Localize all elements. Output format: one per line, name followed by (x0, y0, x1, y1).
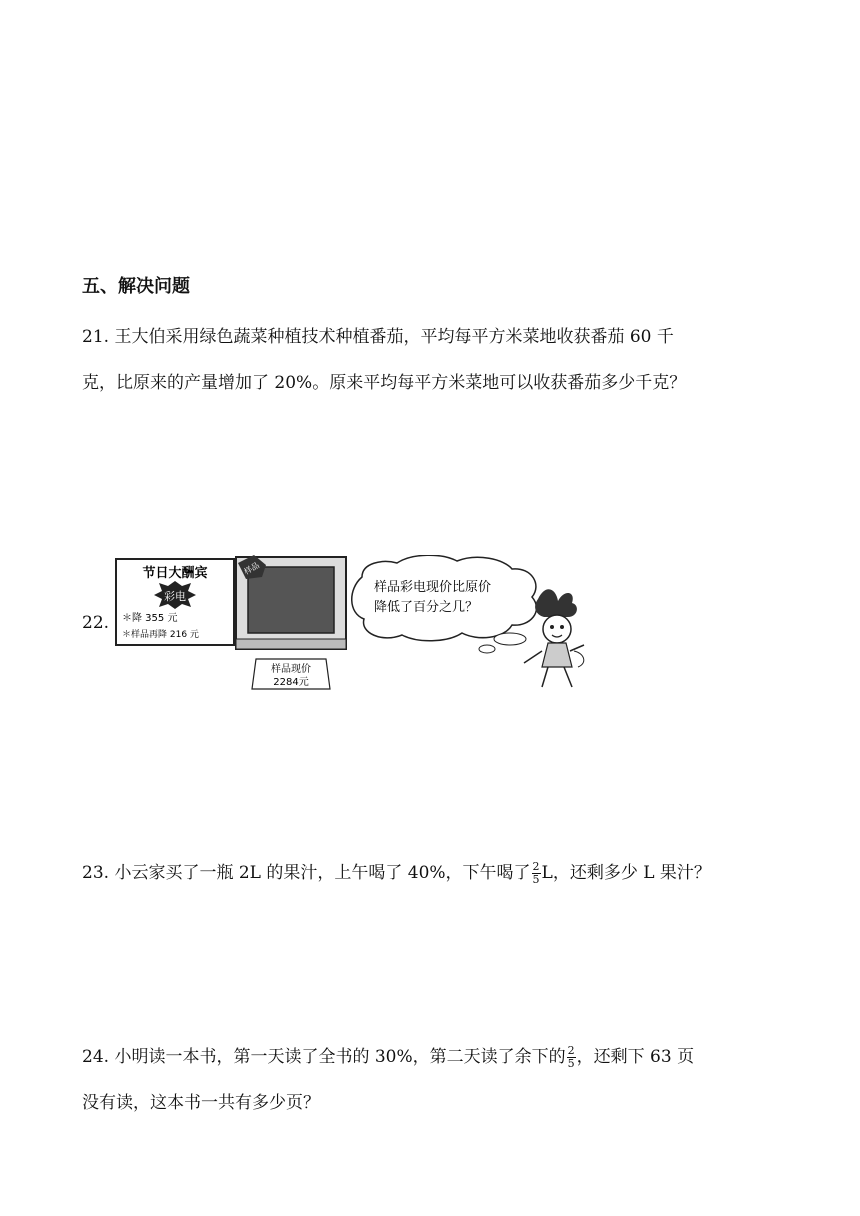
question-22-number: 22. (82, 613, 110, 633)
price-tag-line2: 2284元 (273, 677, 309, 688)
question-24-line1 (82, 1042, 694, 1070)
price-tag-line1: 样品现价 (271, 664, 311, 675)
poster-line1: ＊降 355 元 (122, 613, 178, 624)
question-24-line2: 没有读，这本书一共有多少页？ (82, 1093, 320, 1113)
small-cloud-icon (494, 633, 526, 645)
tv-badge-text: 样品 (242, 560, 261, 577)
poster-badge: 彩电 (164, 590, 186, 603)
question-24-after: ，还剩下 63 页 (576, 1047, 695, 1067)
question-23-fraction: $\frac{2}{5}$ (532, 860, 540, 886)
poster-line2: ＊样品再降 216 元 (122, 630, 199, 640)
small-cloud-icon (479, 645, 495, 653)
speech-bubble (352, 555, 537, 641)
poster-title: 节日大酬宾 (142, 566, 208, 581)
question-21-line1: 21. 王大伯采用绿色蔬菜种植技术种植番茄，平均每平方米菜地收获番茄 60 千 (82, 327, 674, 347)
section-title: 五、解决问题 (82, 276, 190, 297)
bubble-line1: 样品彩电现价比原价 (374, 580, 492, 595)
question-22-illustration (112, 555, 592, 695)
bubble-line2: 降低了百分之几？ (374, 600, 479, 615)
question-23-after: L，还剩多少 L 果汁？ (541, 863, 711, 883)
question-23-before: 23. 小云家买了一瓶 2L 的果汁，上午喝了 40%，下午喝了 (82, 863, 531, 883)
question-24-fraction: $\frac{2}{5}$ (567, 1044, 575, 1070)
tv-set (236, 555, 346, 649)
question-24-before: 24. 小明读一本书，第一天读了全书的 30%，第二天读了余下的 (82, 1047, 566, 1067)
sale-poster (116, 559, 234, 645)
question-21-line2: 克，比原来的产量增加了 20%。原来平均每平方米菜地可以收获番茄多少千克？ (82, 373, 687, 393)
question-23 (82, 858, 711, 886)
price-tag (252, 659, 330, 689)
